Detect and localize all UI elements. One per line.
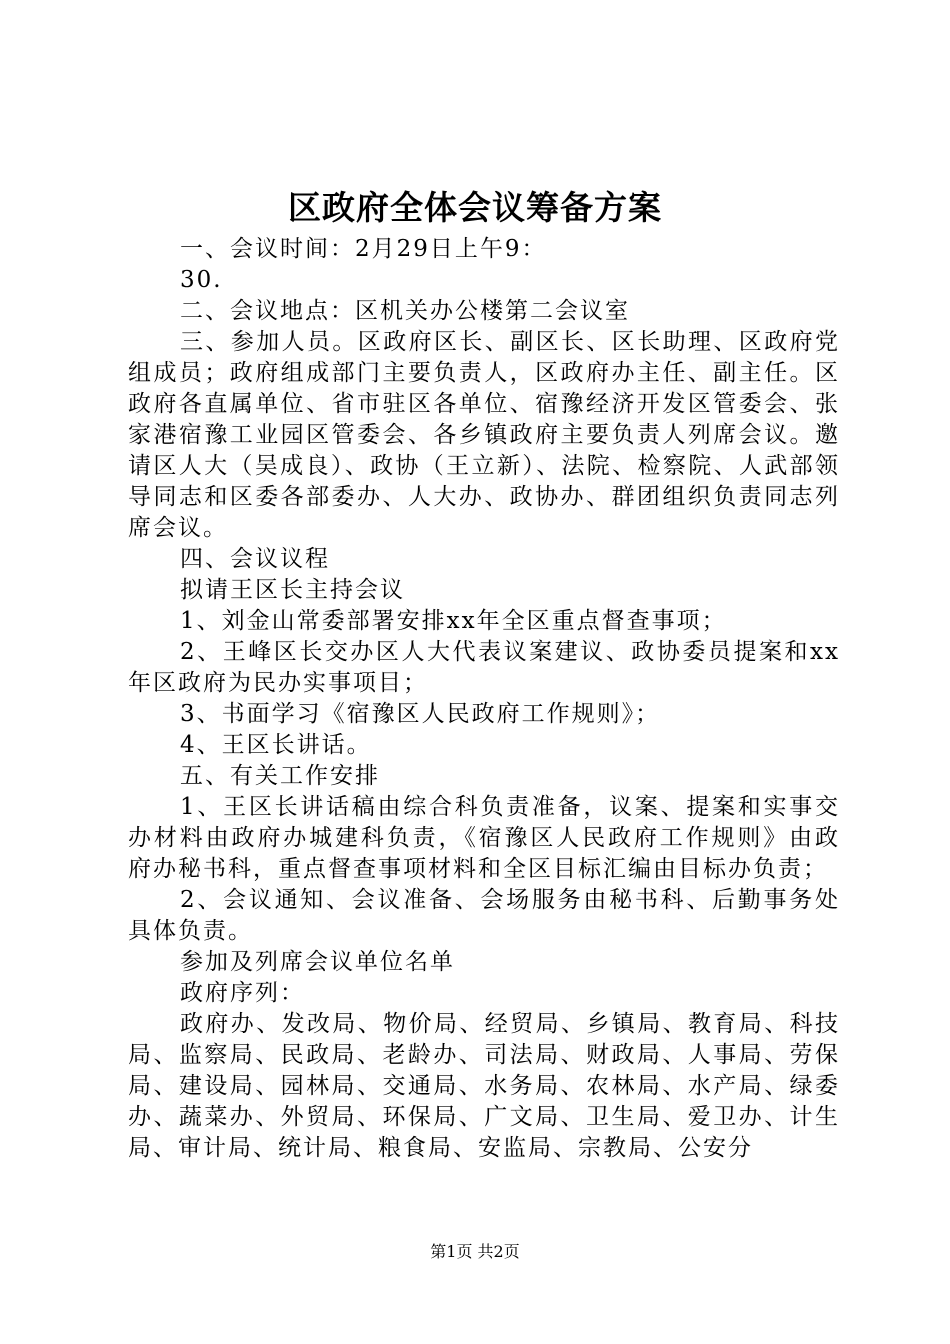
paragraph-meeting-location: 二、会议地点：区机关办公楼第二会议室 [180,298,630,324]
paragraph-arrangements-heading: 五、有关工作安排 [180,763,380,789]
paragraph-agenda-item-3: 3、书面学习《宿豫区人民政府工作规则》； [180,701,661,727]
paragraph-government-units: 政府办、发改局、物价局、经贸局、乡镇局、教育局、科技局、监察局、民政局、老龄办、司法局、财政局、人事局、劳保局、建设局、园林局、交通局、水务局、农林局、水产局、绿委办、蔬菜办、外贸局、环保局、广文局、卫生局、爱卫办、计生局、审计局、统计局、粮食局、安监局、宗教局、公安分 [128,1011,840,1161]
page-footer: 第1页 共2页 [430,1242,520,1261]
document-body [128,234,840,1164]
document-title: 区政府全体会议筹备方案 [288,188,662,227]
paragraph-agenda-item-4: 4、王区长讲话。 [180,732,372,758]
paragraph-government-sequence: 政府序列： [180,980,305,1006]
paragraph-attendees: 三、参加人员。区政府区长、副区长、区长助理、区政府党组成员；政府组成部门主要负责人，区政府办主任、副主任。区政府各直属单位、省市驻区各单位、宿豫经济开发区管委会、张家港宿豫工业园区管委会、各乡镇政府主要负责人列席会议。邀请区人大（吴成良）、政协（王立新）、法院、检察院、人武部领导同志和区委各部委办、人大办、政协办、群团组织负责同志列席会议。 [128,329,840,541]
paragraph-agenda-host: 拟请王区长主持会议 [180,577,405,603]
paragraph-agenda-item-1: 1、刘金山常委部署安排xx年全区重点督查事项； [180,608,727,634]
paragraph-meeting-time-cont: 30. [180,267,223,293]
paragraph-arrangement-1: 1、王区长讲话稿由综合科负责准备，议案、提案和实事交办材料由政府办城建科负责，《宿豫区人民政府工作规则》由政府办秘书科，重点督查事项材料和全区目标汇编由目标办负责； [128,794,840,882]
paragraph-unit-list-heading: 参加及列席会议单位名单 [180,949,455,975]
paragraph-meeting-time: 一、会议时间：2月29日上午9： [180,236,547,262]
paragraph-arrangement-2: 2、会议通知、会议准备、会场服务由秘书科、后勤事务处具体负责。 [128,887,840,944]
paragraph-agenda-heading: 四、会议议程 [180,546,330,572]
paragraph-agenda-item-2: 2、王峰区长交办区人大代表议案建议、政协委员提案和xx年区政府为民办实事项目； [128,639,840,696]
